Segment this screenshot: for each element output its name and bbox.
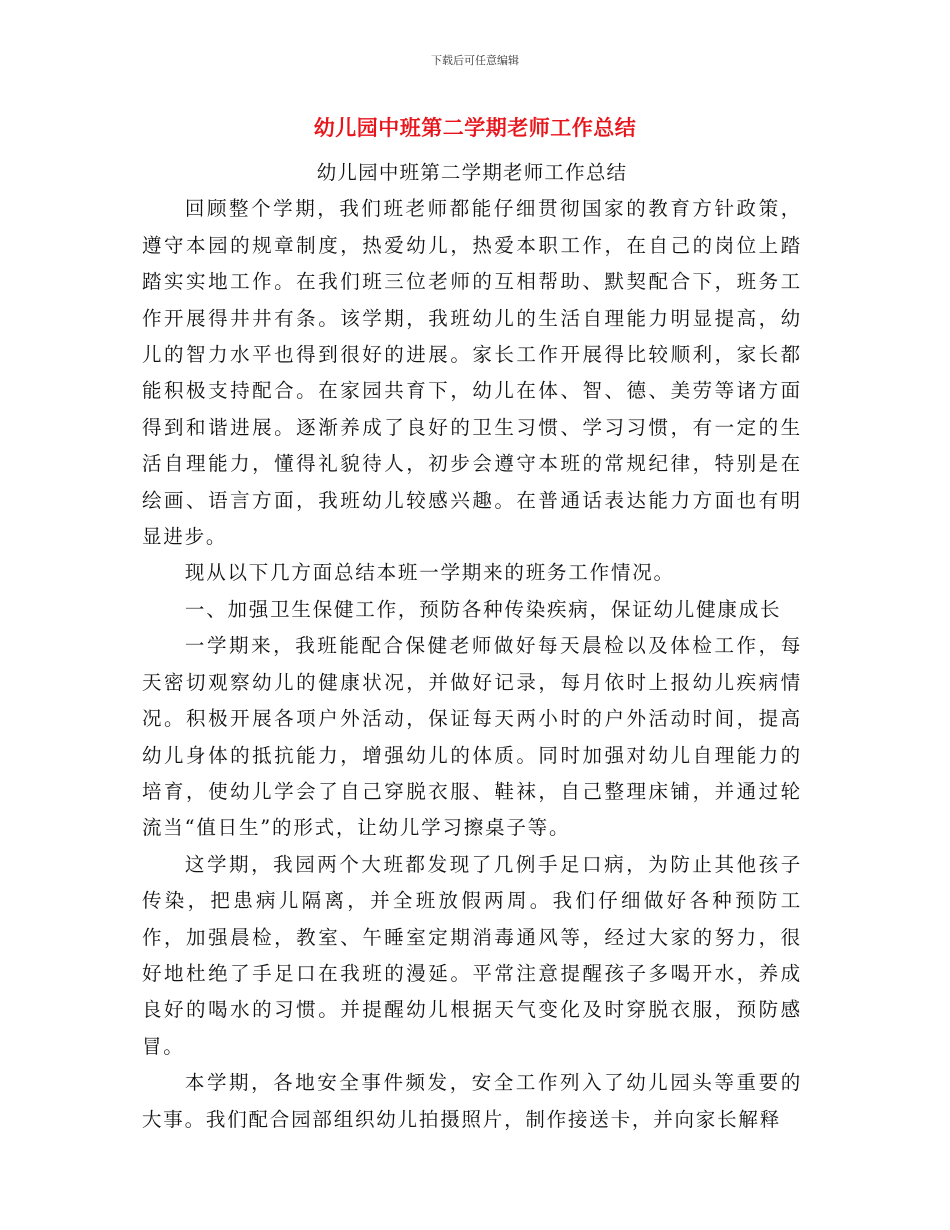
paragraph: 现从以下几方面总结本班一学期来的班务工作情况。 <box>184 561 675 585</box>
section-heading: 一、加强卫生保健工作，预防各种传染疾病，保证幼儿健康成长 <box>184 597 782 621</box>
paragraph: 一学期来，我班能配合保健老师做好每天晨检以及体检工作，每天密切观察幼儿的健康状况，并做好记录，每月依时上报幼儿疾病情况。积极开展各项户外活动，保证每天两小时的户外活动时间，提高幼儿身体的抵抗能力，增强幼儿的体质。同时加强对幼儿自理能力的培育，使幼儿学会了自己穿脱衣服、鞋袜，自己整理床铺，并通过轮流当“值日生”的形式，让幼儿学习擦桌子等。 <box>142 634 802 840</box>
document-body <box>142 155 802 1138</box>
document-title: 幼儿园中班第二学期老师工作总结 <box>313 116 637 140</box>
header-note: 下载后可任意编辑 <box>431 54 519 67</box>
paragraph: 回顾整个学期，我们班老师都能仔细贯彻国家的教育方针政策，遵守本园的规章制度，热爱幼儿，热爱本职工作，在自己的岗位上踏踏实实地工作。在我们班三位老师的互相帮助、默契配合下，班务工作开展得井井有条。该学期，我班幼儿的生活自理能力明显提高，幼儿的智力水平也得到很好的进展。家长工作开展得比较顺利，家长都能积极支持配合。在家园共育下，幼儿在体、智、德、美劳等诸方面得到和谐进展。逐渐养成了良好的卫生习惯、学习习惯，有一定的生活自理能力，懂得礼貌待人，初步会遵守本班的常规纪律，特别是在绘画、语言方面，我班幼儿较感兴趣。在普通话表达能力方面也有明显进步。 <box>142 197 802 549</box>
paragraph: 本学期，各地安全事件频发，安全工作列入了幼儿园头等重要的大事。我们配合园部组织幼儿拍摄照片，制作接送卡，并向家长解释 <box>142 1071 802 1131</box>
document-subtitle: 幼儿园中班第二学期老师工作总结 <box>316 161 628 184</box>
paragraph: 这学期，我园两个大班都发现了几例手足口病，为防止其他孩子传染，把患病儿隔离，并全班放假两周。我们仔细做好各种预防工作，加强晨检，教室、午睡室定期消毒通风等，经过大家的努力，很好地杜绝了手足口在我班的漫延。平常注意提醒孩子多喝开水，养成良好的喝水的习惯。并提醒幼儿根据天气变化及时穿脱衣服，预防感冒。 <box>142 852 802 1058</box>
